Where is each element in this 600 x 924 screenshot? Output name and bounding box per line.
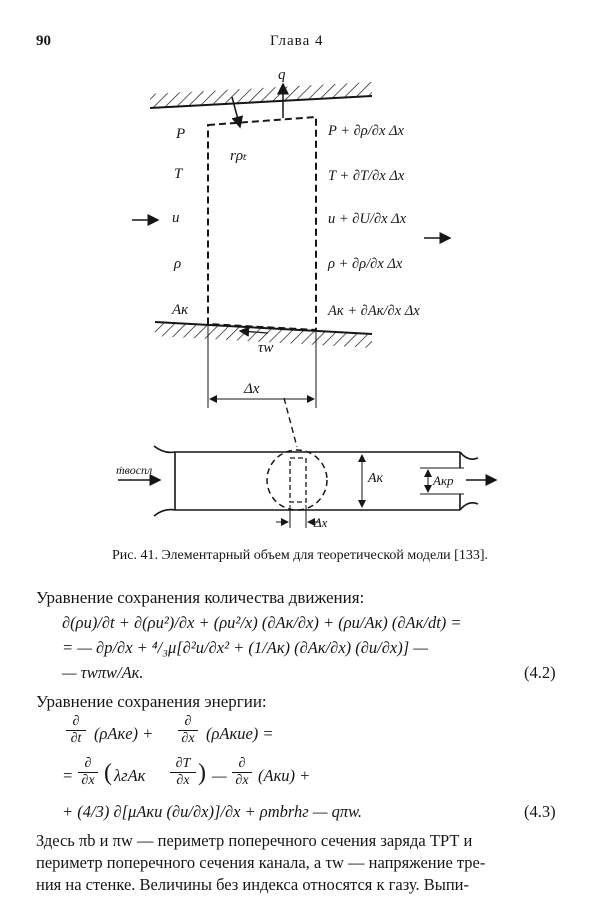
frac-d-dx-1: ∂ ∂x xyxy=(178,714,198,747)
q-label: q xyxy=(278,67,286,83)
label-t-right: T + ∂T/∂x Δx xyxy=(328,168,405,184)
label-rho-right: ρ + ∂ρ/∂x Δx xyxy=(328,256,403,272)
momentum-heading: Уравнение сохранения количества движения: xyxy=(36,588,365,607)
frac-d-dx-2: ∂ ∂x xyxy=(78,756,98,789)
control-volume xyxy=(208,117,316,330)
momentum-line-2: = — ∂p/∂x + ⁴/₃μ[∂²u/∂x² + (1/Aк) (∂Aк/∂x) (∂u/∂x)] — xyxy=(62,638,428,657)
page-number: 90 xyxy=(36,33,51,49)
equation-number-4-2: (4.2) xyxy=(524,663,556,682)
m-vospl-label: ṁвоспл xyxy=(116,463,153,477)
label-u-right: u + ∂U/∂x Δx xyxy=(328,211,407,227)
label-a-right: Aк + ∂Aк/∂x Δx xyxy=(328,303,420,319)
frac-d-dt: ∂ ∂t xyxy=(66,714,86,747)
label-u-left: u xyxy=(172,210,180,226)
paragraph-line-2: периметр поперечного сечения канала, а τw — напряжение тре- xyxy=(36,853,486,872)
energy-line-2b: (Aкu) + xyxy=(258,766,311,785)
akr-label: Aкр xyxy=(433,473,454,488)
frac-d-dx-3: ∂ ∂x xyxy=(232,756,252,789)
dx-bottom-label: Δx xyxy=(314,515,328,530)
element-slice xyxy=(290,458,306,502)
energy-line-1b: (ρAкue) = xyxy=(206,724,274,743)
energy-line-1a: (ρAкe) + xyxy=(94,724,154,743)
top-wall xyxy=(150,82,372,108)
momentum-line-1: ∂(ρu)/∂t + ∂(ρu²)/∂x + (ρu²/x) (∂Aк/∂x) + (ρu/Aк) (∂Aк/dt) = xyxy=(62,613,462,632)
momentum-line-3: — τwπw/Aк. xyxy=(62,663,144,682)
label-t-left: T xyxy=(174,166,183,182)
chapter-title: Глава 4 xyxy=(270,33,324,49)
dx-top-label: Δx xyxy=(244,381,260,397)
frac-dT-dx: ∂T ∂x xyxy=(170,756,196,789)
paragraph-line-3: ния на стенке. Величины без индекса относятся к газу. Выпи- xyxy=(36,875,469,894)
body-paragraph xyxy=(36,830,566,896)
label-rho-left: ρ xyxy=(174,256,182,272)
zoom-circle xyxy=(267,450,327,510)
zoom-connector xyxy=(284,398,297,447)
ak-label: Aк xyxy=(368,471,384,486)
energy-line-2a: λгAк xyxy=(114,766,146,785)
label-p-right: P + ∂ρ/∂x Δx xyxy=(328,123,404,139)
rho-t-label: rρₜ xyxy=(230,148,247,164)
label-p-left: P xyxy=(176,126,186,142)
tau-w-label: τw xyxy=(258,340,274,356)
energy-line-3: + (4/3) ∂[μAкu (∂u/∂x)]/∂x + ρтbrhг — qπw. xyxy=(62,802,363,821)
label-a-left: Aк xyxy=(172,302,189,318)
energy-heading: Уравнение сохранения энергии: xyxy=(36,692,267,711)
equation-number-4-3: (4.3) xyxy=(524,802,556,821)
paragraph-line-1: Здесь πb и πw — периметр поперечного сечения заряда ТРТ и xyxy=(36,831,473,850)
figure-caption: Рис. 41. Элементарный объем для теоретической модели [133]. xyxy=(112,548,488,563)
